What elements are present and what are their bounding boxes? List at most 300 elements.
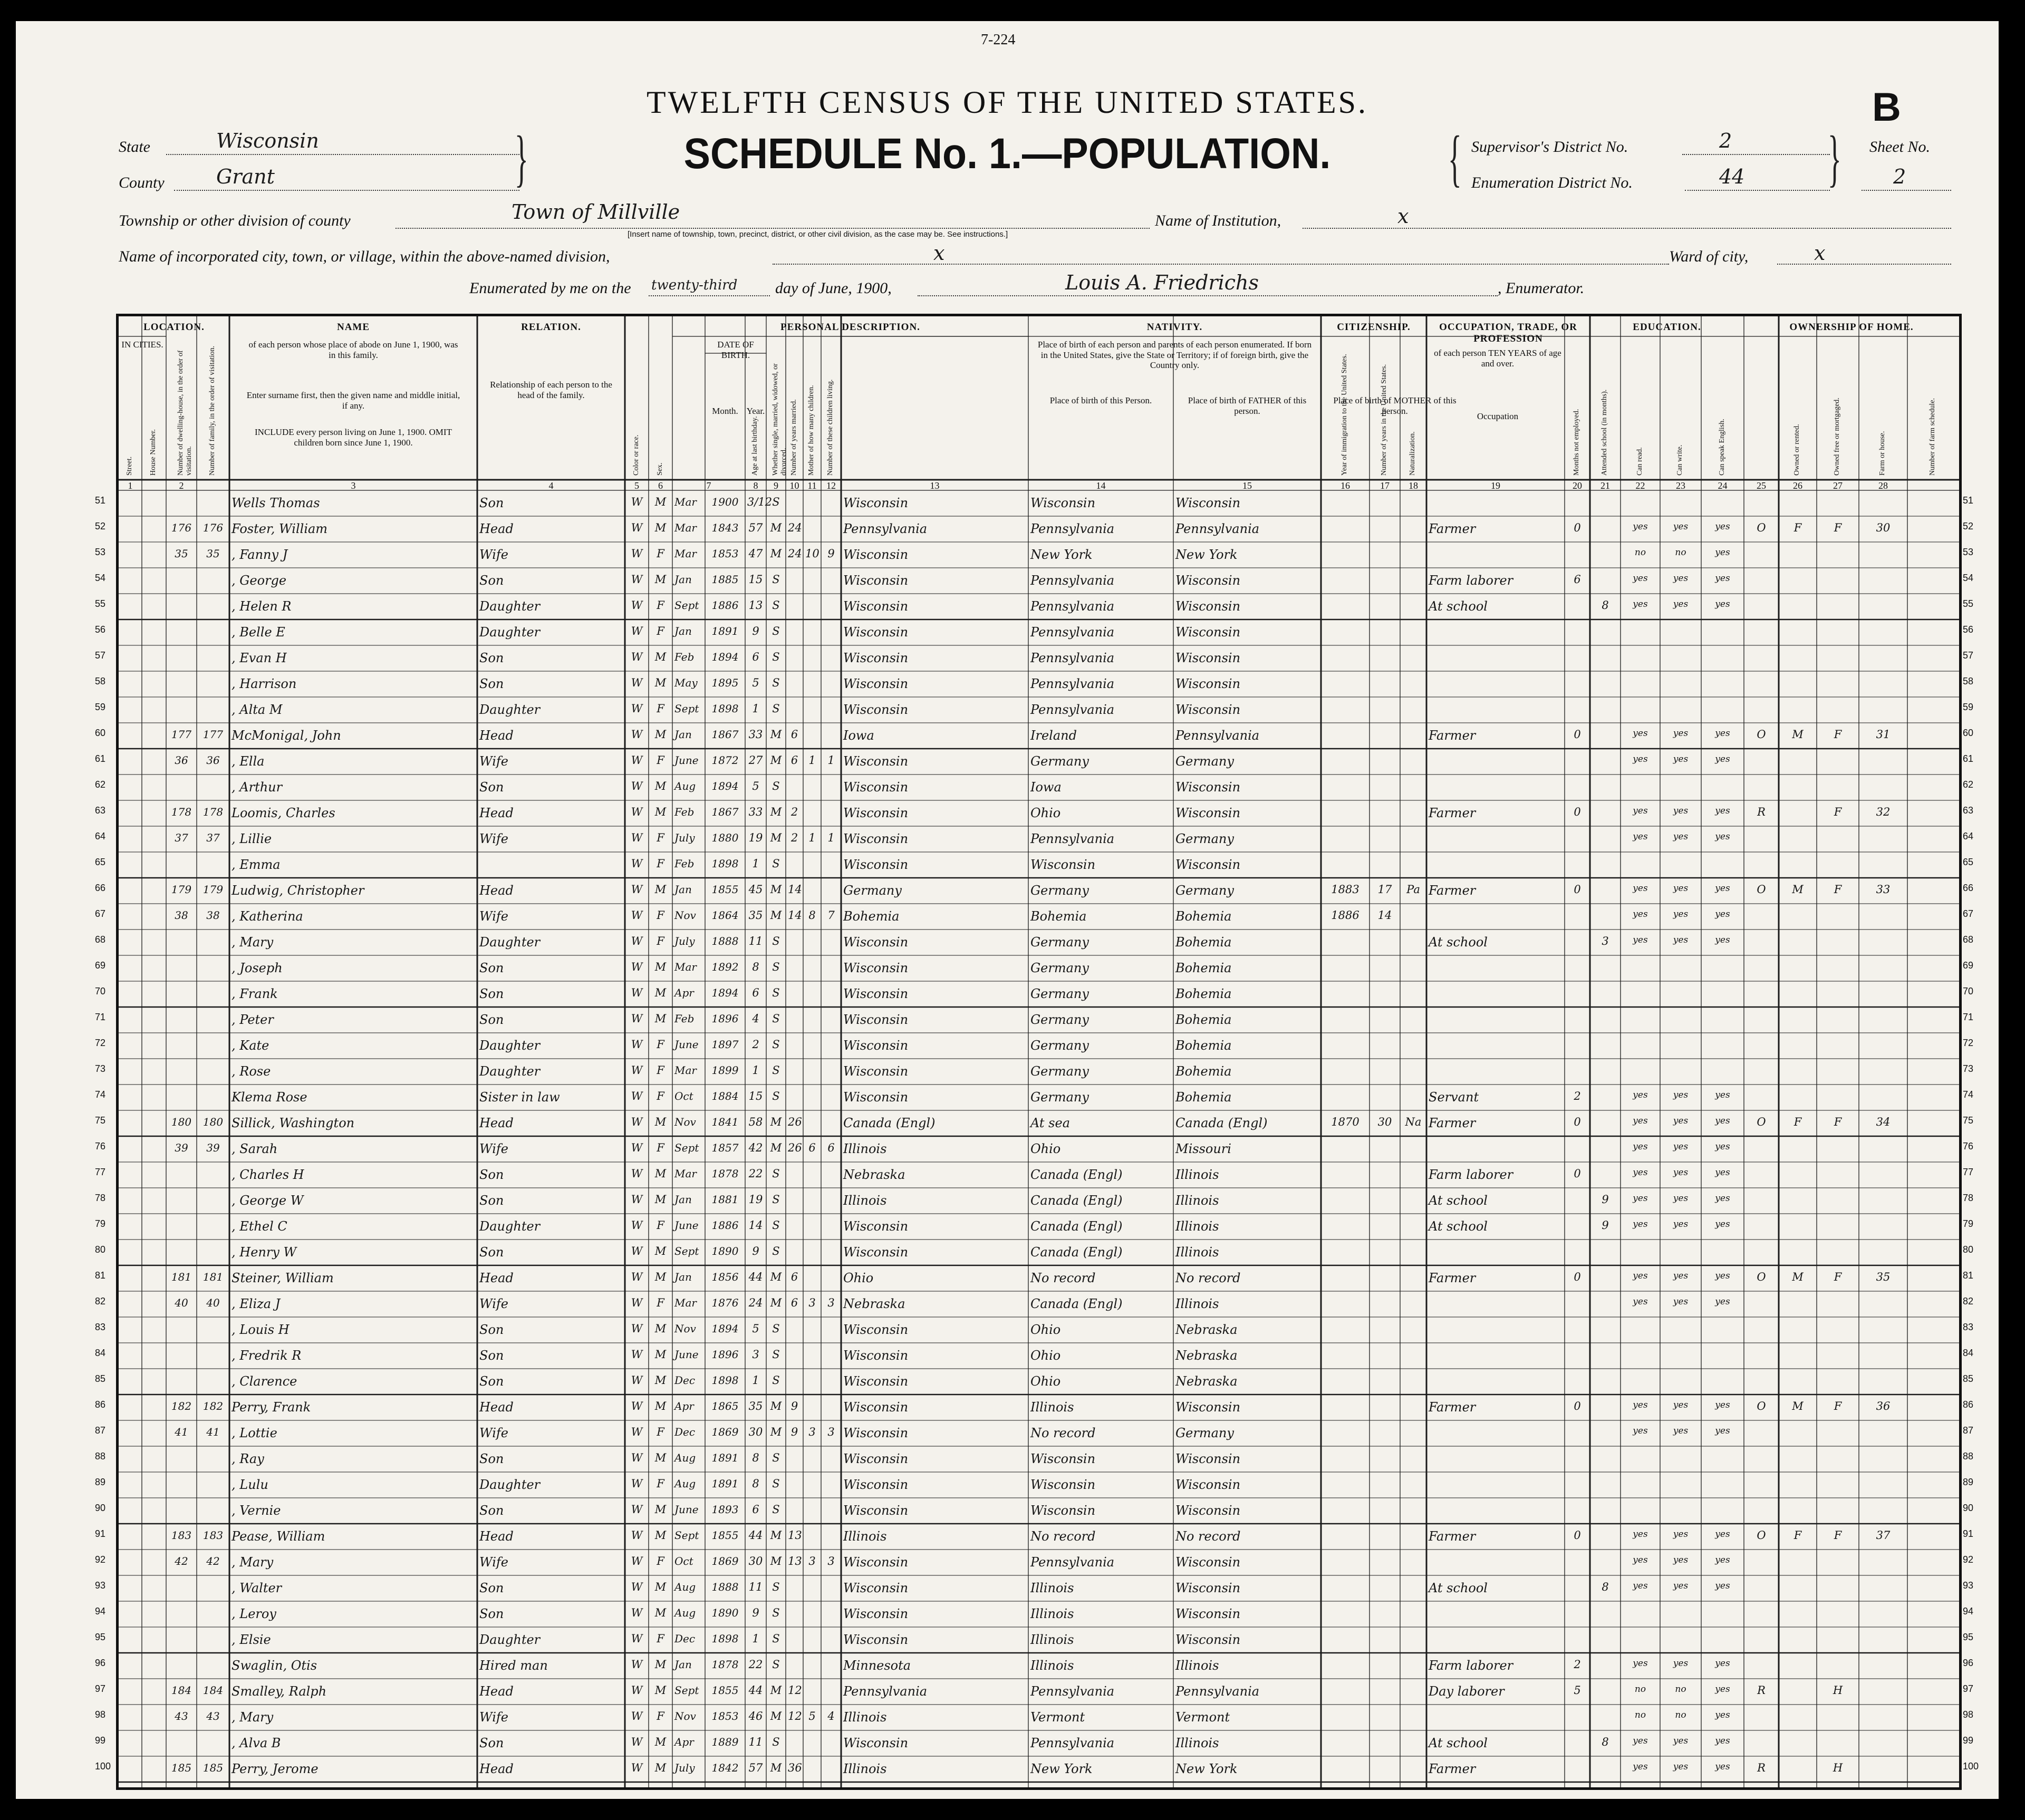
cell-race: W: [631, 1271, 643, 1283]
cell-mo: Sept: [674, 599, 699, 612]
cell-sex: M: [654, 1529, 667, 1542]
cell-fam: 180: [202, 1116, 224, 1128]
cell-fpob: Germany: [1030, 961, 1089, 975]
cell-race: W: [631, 728, 643, 741]
cell-rd: yes: [1633, 754, 1648, 764]
cell-ym: 24: [788, 521, 802, 534]
cell-fpob: No record: [1030, 1426, 1096, 1440]
row-number-left: 72: [95, 1038, 106, 1048]
cell-fpob: At sea: [1030, 1116, 1071, 1130]
row-number-left: 64: [95, 831, 106, 841]
cell-mpob: New York: [1175, 1761, 1238, 1776]
row-number-left: 78: [95, 1193, 106, 1203]
cell-mpob: Wisconsin: [1175, 625, 1241, 640]
cell-name: , Lillie: [232, 831, 272, 846]
row-number-left: 93: [95, 1580, 106, 1591]
row-number-right: 72: [1963, 1038, 1974, 1048]
cell-age: 42: [748, 1141, 763, 1154]
cell-ms: S: [772, 1322, 780, 1335]
cell-pob: Wisconsin: [843, 573, 909, 588]
cell-race: W: [631, 780, 643, 792]
personal-description-header: PERSONAL DESCRIPTION.: [780, 322, 920, 333]
cell-dw: 36: [175, 754, 188, 767]
cell-occ: At school: [1429, 599, 1488, 614]
cell-sex: M: [654, 521, 667, 534]
cell-race: W: [631, 754, 643, 767]
cell-rel: Hired man: [479, 1658, 548, 1673]
cell-name: Smalley, Ralph: [232, 1684, 327, 1699]
cell-name: , Alta M: [232, 702, 283, 717]
row-number-left: 76: [95, 1141, 106, 1151]
cell-ym: 14: [788, 909, 802, 922]
cell-cl: 6: [827, 1141, 835, 1154]
cell-age: 6: [752, 651, 759, 663]
cell-occ: Farmer: [1429, 883, 1476, 898]
cell-age: 57: [748, 521, 763, 534]
column-number: 5: [634, 480, 639, 491]
cell-rel: Son: [479, 1167, 504, 1182]
cell-pob: Wisconsin: [843, 1348, 909, 1363]
cell-race: W: [631, 1426, 643, 1438]
cell-yr: 1893: [711, 1503, 739, 1516]
cell-age: 44: [748, 1684, 763, 1697]
cell-race: W: [631, 1529, 643, 1542]
cell-sex: F: [657, 1038, 664, 1051]
cell-fpob: Pennsylvania: [1030, 1555, 1115, 1570]
city-value: x: [933, 241, 945, 265]
cell-race: W: [631, 1477, 643, 1490]
cell-age: 15: [748, 1090, 763, 1102]
cell-fpob: Germany: [1030, 1012, 1089, 1027]
vertical-column-header: Number of family, in the order of visitation.: [208, 346, 216, 476]
cell-en: yes: [1715, 935, 1730, 945]
cell-occ: Day laborer: [1429, 1684, 1505, 1699]
row-number-left: 51: [95, 495, 106, 506]
in-cities-header: IN CITIES.: [121, 340, 163, 350]
cell-en: yes: [1715, 1116, 1730, 1126]
cell-fpob: Wisconsin: [1030, 1477, 1096, 1492]
cell-race: W: [631, 806, 643, 818]
cell-age: 9: [752, 1606, 759, 1619]
row-number-right: 93: [1963, 1580, 1974, 1591]
cell-yr: 1869: [711, 1555, 739, 1567]
cell-sex: F: [657, 935, 664, 947]
cell-mne: 0: [1574, 1271, 1581, 1283]
row-number-right: 96: [1963, 1658, 1974, 1668]
cell-race: W: [631, 1141, 643, 1154]
cell-mo: June: [674, 754, 699, 767]
row-number-right: 80: [1963, 1244, 1974, 1255]
row-number-left: 86: [95, 1399, 106, 1410]
cell-yr: 1888: [711, 935, 739, 947]
cell-race: W: [631, 1761, 643, 1774]
cell-pob: Canada (Engl): [843, 1116, 936, 1130]
cell-en: yes: [1715, 547, 1730, 558]
cell-age: 1: [752, 857, 759, 870]
cell-name: , Belle E: [232, 625, 285, 640]
cell-pob: Wisconsin: [843, 806, 909, 820]
vertical-column-header: Farm or house.: [1878, 431, 1886, 476]
cell-fpob: No record: [1030, 1271, 1096, 1285]
cell-mo: Nov: [674, 1322, 696, 1335]
row-number-left: 68: [95, 934, 106, 945]
cell-fpob: Canada (Engl): [1030, 1296, 1123, 1311]
cell-rel: Son: [479, 986, 504, 1001]
cell-rel: Daughter: [479, 702, 541, 717]
cell-occ: Farmer: [1429, 1400, 1476, 1415]
cell-fam: 41: [206, 1426, 220, 1438]
cell-rel: Head: [479, 521, 514, 536]
cell-mo: Oct: [674, 1090, 693, 1102]
cell-en: yes: [1715, 883, 1730, 894]
cell-fpob: New York: [1030, 547, 1093, 562]
cell-yr: 1898: [711, 1632, 739, 1645]
cell-en: yes: [1715, 1400, 1730, 1410]
occupation-column-header: Occupation: [1477, 411, 1519, 421]
row-number-right: 90: [1963, 1503, 1974, 1513]
row-number-right: 98: [1963, 1709, 1974, 1720]
row-number-left: 67: [95, 908, 106, 919]
cell-sex: F: [657, 1064, 664, 1077]
cell-name: , Katherina: [232, 909, 303, 924]
cell-pob: Wisconsin: [843, 599, 909, 614]
cell-mo: July: [674, 935, 695, 947]
cell-mo: Aug: [674, 1451, 696, 1464]
cell-name: , Clarence: [232, 1374, 297, 1389]
cell-rd: yes: [1633, 1426, 1648, 1436]
cell-age: 8: [752, 961, 759, 973]
cell-sex: M: [654, 986, 667, 999]
cell-occ: At school: [1429, 935, 1488, 950]
row-number-right: 67: [1963, 908, 1974, 919]
cell-race: W: [631, 599, 643, 612]
vertical-column-header: Attended school (in months).: [1600, 389, 1608, 476]
cell-cl: 3: [827, 1426, 835, 1438]
cell-age: 45: [748, 883, 763, 896]
cell-race: W: [631, 547, 643, 560]
cell-mo: Jan: [674, 1658, 692, 1671]
cell-yus: 14: [1377, 909, 1392, 922]
enumerator-name: Louis A. Friedrichs: [1065, 271, 1259, 294]
cell-fpob: Pennsylvania: [1030, 1684, 1115, 1699]
row-number-left: 91: [95, 1528, 106, 1539]
cell-age: 6: [752, 1503, 759, 1516]
city-label: Name of incorporated city, town, or village, within the above-named division,: [119, 248, 610, 265]
cell-rel: Head: [479, 1400, 514, 1415]
cell-en: yes: [1715, 1581, 1730, 1591]
cell-yr: 1880: [711, 831, 739, 844]
cell-own: O: [1757, 728, 1766, 741]
cell-rd: yes: [1633, 1167, 1648, 1178]
cell-dw: 178: [171, 806, 192, 818]
cell-sex: M: [654, 1581, 667, 1593]
cell-pob: Wisconsin: [843, 1632, 909, 1647]
cell-fpob: Illinois: [1030, 1606, 1074, 1621]
cell-yr: 1898: [711, 1374, 739, 1387]
cell-rd: yes: [1633, 1529, 1648, 1540]
cell-rel: Son: [479, 1245, 504, 1260]
cell-fpob: Ohio: [1030, 1141, 1061, 1156]
cell-sex: M: [654, 1451, 667, 1464]
cell-fam: 36: [206, 754, 220, 767]
institution-value: x: [1397, 205, 1409, 228]
cell-own: O: [1757, 1529, 1766, 1542]
cell-rel: Head: [479, 806, 514, 820]
cell-rel: Wife: [479, 1296, 509, 1311]
cell-wr: yes: [1673, 1296, 1689, 1307]
cell-rel: Son: [479, 1348, 504, 1363]
cell-ms: S: [772, 1658, 780, 1671]
cell-wr: yes: [1673, 831, 1689, 842]
cell-name: , Evan H: [232, 651, 287, 665]
cell-race: W: [631, 857, 643, 870]
cell-en: yes: [1715, 1167, 1730, 1178]
column-number: 12: [826, 480, 836, 491]
cell-wr: yes: [1673, 883, 1689, 894]
cell-name: , Joseph: [232, 961, 283, 975]
cell-en: yes: [1715, 1271, 1730, 1281]
cell-yr: 1885: [711, 573, 739, 586]
cell-rel: Son: [479, 1503, 504, 1518]
cell-sex: M: [654, 1167, 667, 1180]
row-number-right: 79: [1963, 1218, 1974, 1229]
cell-yus: 17: [1377, 883, 1392, 896]
census-table: [116, 314, 1962, 1790]
cell-mpob: Illinois: [1175, 1658, 1219, 1673]
cell-ms: S: [772, 1193, 780, 1206]
cell-pob: Wisconsin: [843, 1064, 909, 1079]
cell-en: yes: [1715, 1193, 1730, 1204]
vertical-column-header: Can speak English.: [1718, 419, 1726, 476]
cell-ms: M: [770, 1426, 782, 1438]
cell-en: yes: [1715, 754, 1730, 764]
cell-ms: M: [770, 1400, 782, 1412]
county-value: Grant: [216, 165, 275, 188]
cell-mo: Mar: [674, 1064, 697, 1077]
row-number-left: 55: [95, 598, 106, 609]
cell-mc: 6: [808, 1141, 816, 1154]
cell-name: , Harrison: [232, 676, 297, 691]
row-number-right: 75: [1963, 1115, 1974, 1126]
cell-fam: 38: [206, 909, 220, 922]
cell-fam: 184: [202, 1684, 224, 1697]
cell-yr: 1897: [711, 1038, 739, 1051]
cell-ym: 13: [788, 1555, 802, 1567]
cell-ym: 12: [788, 1710, 802, 1722]
enumeration-label: Enumeration District No.: [1471, 174, 1633, 191]
cell-race: W: [631, 1400, 643, 1412]
cell-ms: S: [772, 676, 780, 689]
cell-mo: Sept: [674, 1529, 699, 1542]
cell-rel: Wife: [479, 909, 509, 924]
cell-yr: 1894: [711, 780, 739, 792]
cell-pob: Wisconsin: [843, 780, 909, 795]
row-number-left: 71: [95, 1012, 106, 1022]
cell-ms: S: [772, 702, 780, 715]
cell-mo: Nov: [674, 1710, 696, 1722]
cell-ym: 13: [788, 1529, 802, 1542]
row-number-right: 95: [1963, 1632, 1974, 1642]
cell-age: 3/12: [747, 496, 773, 508]
cell-yi: 1883: [1331, 883, 1359, 896]
cell-race: W: [631, 1090, 643, 1102]
cell-fh: F: [1834, 1400, 1842, 1412]
cell-ms: S: [772, 1606, 780, 1619]
cell-wr: yes: [1673, 1555, 1689, 1565]
cell-rd: yes: [1633, 599, 1648, 609]
cell-rd: yes: [1633, 521, 1648, 532]
row-number-left: 70: [95, 986, 106, 996]
cell-occ: Farm laborer: [1429, 1658, 1513, 1673]
row-number-right: 58: [1963, 676, 1974, 686]
cell-sch: 3: [1602, 935, 1609, 947]
cell-race: W: [631, 1193, 643, 1206]
cell-dw: 38: [175, 909, 188, 922]
cell-fam: 176: [202, 521, 224, 534]
vertical-column-header: Age at last birthday.: [751, 416, 759, 476]
row-number-right: 51: [1963, 495, 1974, 506]
cell-age: 1: [752, 702, 759, 715]
cell-fpob: Canada (Engl): [1030, 1245, 1123, 1260]
sheet-no-value: 2: [1893, 165, 1906, 188]
cell-mpob: Illinois: [1175, 1193, 1219, 1208]
cell-pob: Wisconsin: [843, 1555, 909, 1570]
cell-wr: yes: [1673, 1426, 1689, 1436]
cell-mo: Aug: [674, 780, 696, 792]
cell-en: yes: [1715, 599, 1730, 609]
cell-ms: S: [772, 1451, 780, 1464]
cell-mpob: Wisconsin: [1175, 1555, 1241, 1570]
cell-mo: Mar: [674, 547, 697, 560]
row-number-left: 61: [95, 753, 106, 764]
row-number-right: 91: [1963, 1528, 1974, 1539]
cell-ms: M: [770, 1271, 782, 1283]
cell-dw: 179: [171, 883, 192, 896]
cell-rel: Head: [479, 1684, 514, 1699]
pob-person-header: Place of birth of this Person.: [1049, 395, 1152, 405]
cell-wr: yes: [1673, 1167, 1689, 1178]
cell-pob: Illinois: [843, 1710, 887, 1725]
vertical-column-header: Number of dwelling-house, in the order of visitation.: [177, 350, 193, 476]
column-number: 6: [658, 480, 663, 491]
cell-race: W: [631, 702, 643, 715]
cell-sex: M: [654, 780, 667, 792]
cell-sex: F: [657, 754, 664, 767]
cell-fpob: Pennsylvania: [1030, 625, 1115, 640]
pob-mother-header: Place of birth of MOTHER of this person.: [1333, 395, 1457, 416]
cell-yr: 1841: [711, 1116, 739, 1128]
cell-mpob: Pennsylvania: [1175, 728, 1260, 743]
cell-wr: yes: [1673, 1219, 1689, 1230]
row-number-right: 89: [1963, 1477, 1974, 1487]
cell-ms: S: [772, 1245, 780, 1257]
vertical-column-header: Naturalization.: [1409, 431, 1416, 476]
cell-cl: 1: [827, 831, 835, 844]
cell-race: W: [631, 1038, 643, 1051]
cell-wr: yes: [1673, 806, 1689, 816]
row-number-right: 78: [1963, 1193, 1974, 1203]
vertical-column-header: Whether single, married, widowed, or divorced.: [771, 363, 788, 476]
cell-sex: M: [654, 1348, 667, 1361]
cell-dw: 42: [175, 1555, 188, 1567]
cell-mne: 0: [1574, 1116, 1581, 1128]
cell-name: , Lulu: [232, 1477, 268, 1492]
cell-mo: Jan: [674, 728, 692, 741]
year-header: Year.: [746, 406, 765, 416]
cell-yr: 1884: [711, 1090, 739, 1102]
census-title: TWELFTH CENSUS OF THE UNITED STATES.: [646, 85, 1368, 120]
cell-sch: 8: [1602, 1736, 1609, 1748]
row-number-left: 94: [95, 1606, 106, 1616]
sheet-letter: B: [1872, 85, 1901, 130]
row-number-right: 62: [1963, 779, 1974, 790]
cell-rd: yes: [1633, 1193, 1648, 1204]
cell-fpob: Wisconsin: [1030, 857, 1096, 872]
cell-mpob: Wisconsin: [1175, 496, 1241, 510]
cell-age: 58: [748, 1116, 763, 1128]
cell-rel: Daughter: [479, 1632, 541, 1647]
nativity-description: Place of birth of each person and parents of each person enumerated. If born in the United States, give the State or Territory; if of foreign birth, give the Country only.: [1037, 340, 1312, 371]
cell-mo: Sept: [674, 1245, 699, 1257]
cell-ms: S: [772, 780, 780, 792]
cell-rd: yes: [1633, 1658, 1648, 1669]
cell-yr: 1843: [711, 521, 739, 534]
cell-mpob: Wisconsin: [1175, 1606, 1241, 1621]
cell-own: R: [1757, 1684, 1766, 1697]
cell-mo: Mar: [674, 496, 697, 508]
cell-mo: June: [674, 1348, 699, 1361]
cell-age: 11: [748, 1736, 763, 1748]
vertical-column-header: Months not employed.: [1573, 409, 1580, 476]
cell-ym: 2: [790, 831, 798, 844]
cell-rd: no: [1634, 1710, 1646, 1720]
cell-fpob: Pennsylvania: [1030, 651, 1115, 665]
cell-dw: 176: [171, 521, 192, 534]
cell-sex: F: [657, 1710, 664, 1722]
row-number-right: 55: [1963, 598, 1974, 609]
cell-yus: 30: [1377, 1116, 1392, 1128]
cell-mpob: Wisconsin: [1175, 702, 1241, 717]
cell-yr: 1869: [711, 1426, 739, 1438]
cell-pob: Wisconsin: [843, 935, 909, 950]
cell-rel: Daughter: [479, 1219, 541, 1234]
cell-rel: Wife: [479, 1426, 509, 1440]
cell-rel: Daughter: [479, 1477, 541, 1492]
cell-mne: 0: [1574, 521, 1581, 534]
cell-wr: yes: [1673, 573, 1689, 584]
column-number: 26: [1793, 480, 1802, 491]
cell-yr: 1872: [711, 754, 739, 767]
cell-name: , Elsie: [232, 1632, 271, 1647]
cell-age: 8: [752, 1477, 759, 1490]
cell-age: 33: [748, 728, 763, 741]
cell-fam: 35: [206, 547, 220, 560]
cell-mpob: Nebraska: [1175, 1348, 1238, 1363]
cell-name: Perry, Frank: [232, 1400, 311, 1415]
cell-ym: 6: [790, 1296, 798, 1309]
cell-fpob: Ireland: [1030, 728, 1077, 743]
cell-yr: 1898: [711, 857, 739, 870]
cell-mo: Feb: [674, 1012, 695, 1025]
cell-nat: Pa: [1406, 883, 1420, 896]
cell-wr: yes: [1673, 728, 1689, 739]
cell-ym: 26: [788, 1141, 802, 1154]
cell-en: yes: [1715, 806, 1730, 816]
cell-sex: F: [657, 1141, 664, 1154]
cell-rel: Son: [479, 1012, 504, 1027]
cell-sex: M: [654, 1374, 667, 1387]
cell-ms: S: [772, 1503, 780, 1516]
